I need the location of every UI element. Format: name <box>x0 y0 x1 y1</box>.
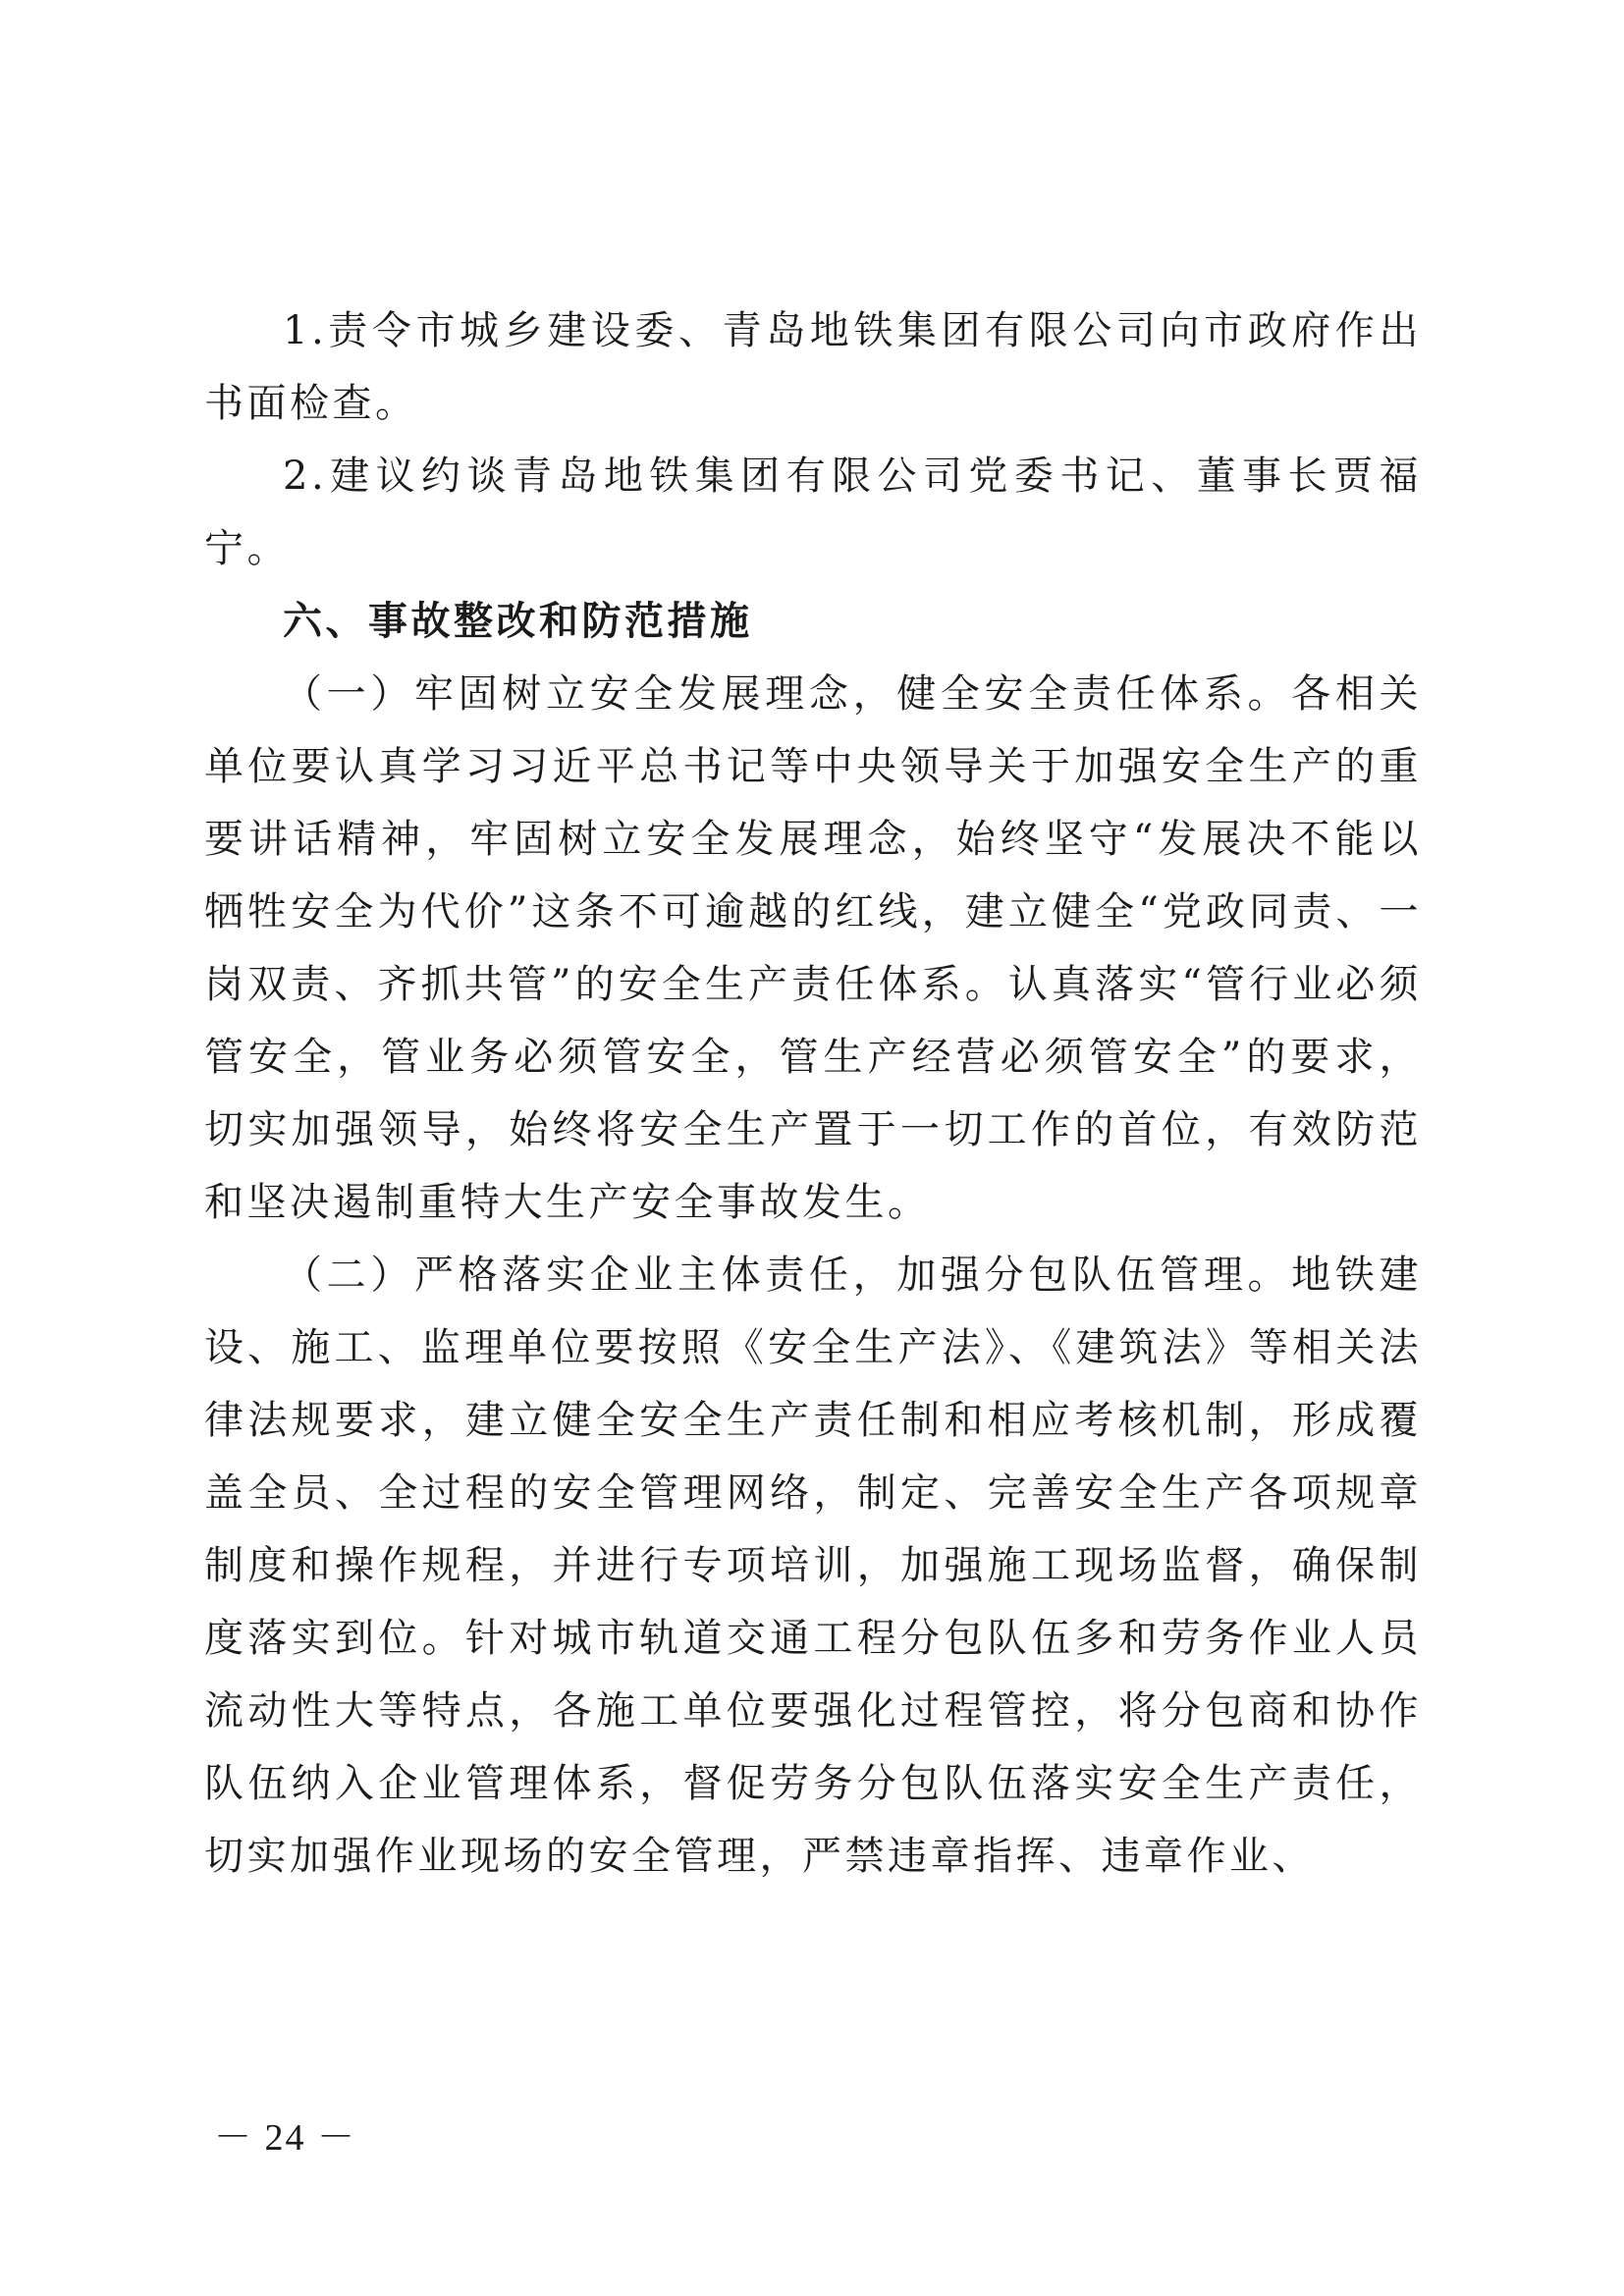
page-number: － 24 － <box>214 2117 357 2159</box>
document-body <box>204 294 1422 1893</box>
measure-1-paragraph: （一）牢固树立安全发展理念，健全安全责任体系。各相关单位要认真学习习近平总书记等中央领导关于加强安全生产的重要讲话精神，牢固树立安全发展理念，始终坚守“发展决不能以牺牲安全为代价”这条不可逾越的红线，建立健全“党政同责、一岗双责、齐抓共管”的安全生产责任体系。认真落实“管行业必须管安全，管业务必须管安全，管生产经营必须管安全”的要求，切实加强领导，始终将安全生产置于一切工作的首位，有效防范和坚决遏制重特大生产安全事故发生。 <box>204 671 1422 1225</box>
section-6-heading: 六、事故整改和防范措施 <box>283 599 753 644</box>
item-2-paragraph: 2.建议约谈青岛地铁集团有限公司党委书记、董事长贾福宁。 <box>204 454 1422 571</box>
measure-2-paragraph: （二）严格落实企业主体责任，加强分包队伍管理。地铁建设、施工、监理单位要按照《安全生产法》、《建筑法》等相关法律法规要求，建立健全安全生产责任制和相应考核机制，形成覆盖全员、全过程的安全管理网络，制定、完善安全生产各项规章制度和操作规程，并进行专项培训，加强施工现场监督，确保制度落实到位。针对城市轨道交通工程分包队伍多和劳务作业人员流动性大等特点，各施工单位要强化过程管控，将分包商和协作队伍纳入企业管理体系，督促劳务分包队伍落实安全生产责任，切实加强作业现场的安全管理，严禁违章指挥、违章作业、 <box>204 1253 1422 1879</box>
item-1-paragraph: 1.责令市城乡建设委、青岛地铁集团有限公司向市政府作出书面检查。 <box>204 308 1422 426</box>
